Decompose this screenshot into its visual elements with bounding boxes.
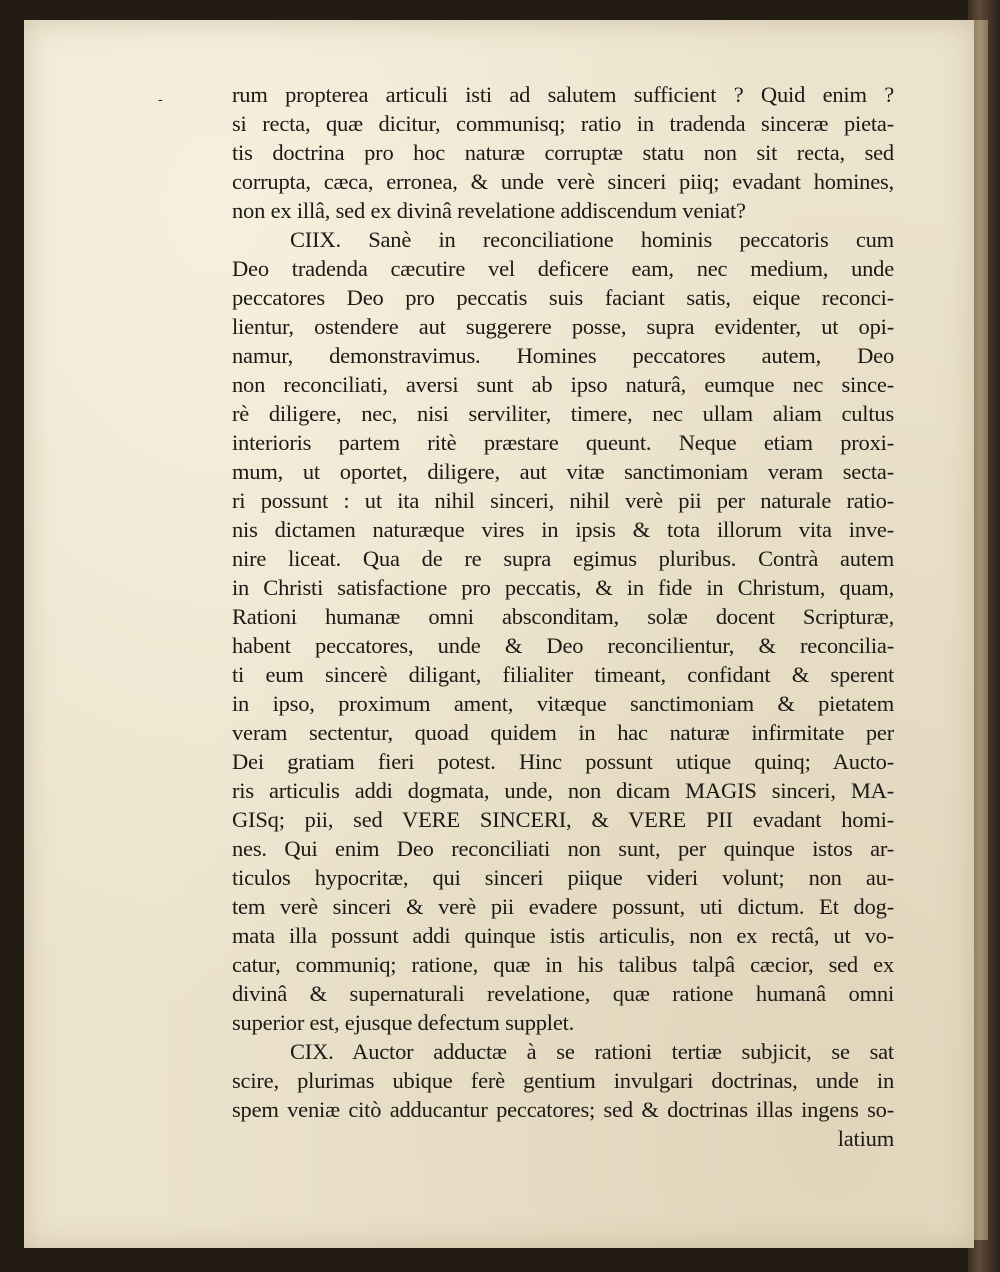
text-line: mum, ut oportet, diligere, aut vitæ sanctimoniam veram secta- — [232, 459, 894, 484]
text-line: nis dictamen naturæque vires in ipsis & tota illorum vita inve- — [232, 517, 894, 542]
text-line: spem veniæ citò adducantur peccatores; sed & doctrinas illas ingens so- — [232, 1097, 894, 1122]
text-line: lientur, ostendere aut suggerere posse, supra evidenter, ut opi- — [232, 314, 894, 339]
text-line: tis doctrina pro hoc naturæ corruptæ statu non sit recta, sed — [232, 140, 894, 165]
text-line: in Christi satisfactione pro peccatis, & in fide in Christum, quam, — [232, 575, 894, 600]
text-line: rum propterea articuli isti ad salutem sufficient ? Quid enim ? — [232, 82, 894, 107]
text-line: namur, demonstravimus. Homines peccatores autem, Deo — [232, 343, 894, 368]
text-line: rè diligere, nec, nisi serviliter, timere, nec ullam aliam cultus — [232, 401, 894, 426]
text-line: non ex illâ, sed ex divinâ revelatione addiscendum veniat? — [232, 198, 746, 223]
text-line: ticulos hypocritæ, qui sinceri piique videri volunt; non au- — [232, 865, 894, 890]
text-line: peccatores Deo pro peccatis suis faciant satis, eique reconci- — [232, 285, 894, 310]
next-page-edge — [974, 20, 988, 1240]
text-line: ris articulis addi dogmata, unde, non dicam MAGIS sinceri, MA- — [232, 778, 894, 803]
text-line: corrupta, cæca, erronea, & unde verè sinceri piiq; evadant homines, — [232, 169, 894, 194]
text-line: CIX. Auctor adductæ à se rationi tertiæ subjicit, se sat — [290, 1039, 894, 1064]
text-line: superior est, ejusque defectum supplet. — [232, 1010, 575, 1035]
text-line: Deo tradenda cæcutire vel deficere eam, nec medium, unde — [232, 256, 894, 281]
text-line: nes. Qui enim Deo reconciliati non sunt, per quinque istos ar- — [232, 836, 894, 861]
margin-mark: - — [158, 92, 163, 108]
text-line: ri possunt : ut ita nihil sinceri, nihil verè pii per naturale ratio- — [232, 488, 894, 513]
text-line: Dei gratiam fieri potest. Hinc possunt utique quinq; Aucto- — [232, 749, 894, 774]
text-line: CIIX. Sanè in reconciliatione hominis peccatoris cum — [290, 227, 894, 252]
text-line: non reconciliati, aversi sunt ab ipso naturâ, eumque nec since- — [232, 372, 894, 397]
text-line: mata illa possunt addi quinque istis articulis, non ex rectâ, ut vo- — [232, 923, 894, 948]
text-line: tem verè sinceri & verè pii evadere possunt, uti dictum. Et dog- — [232, 894, 894, 919]
text-line: scire, plurimas ubique ferè gentium invulgari doctrinas, unde in — [232, 1068, 894, 1093]
text-line: ti eum sincerè diligant, filialiter timeant, confidant & sperent — [232, 662, 894, 687]
page-text-block — [232, 80, 894, 1153]
text-line: in ipso, proximum ament, vitæque sanctimoniam & pietatem — [232, 691, 894, 716]
text-line: catur, communiq; ratione, quæ in his talibus talpâ cæcior, sed ex — [232, 952, 894, 977]
text-line: veram sectentur, quoad quidem in hac naturæ infirmitate per — [232, 720, 894, 745]
text-line: si recta, quæ dicitur, communisq; ratio in tradenda sinceræ pieta- — [232, 111, 894, 136]
text-line: divinâ & supernaturali revelatione, quæ ratione humanâ omni — [232, 981, 894, 1006]
text-line: Rationi humanæ omni absconditam, solæ docent Scripturæ, — [232, 604, 894, 629]
text-line: GISq; pii, sed VERE SINCERI, & VERE PII evadant homi- — [232, 807, 894, 832]
text-line: interioris partem ritè præstare queunt. Neque etiam proxi- — [232, 430, 894, 455]
text-line: habent peccatores, unde & Deo reconcilientur, & reconcilia- — [232, 633, 894, 658]
text-line: nire liceat. Qua de re supra egimus pluribus. Contrà autem — [232, 546, 894, 571]
text-line: latium — [837, 1126, 894, 1151]
